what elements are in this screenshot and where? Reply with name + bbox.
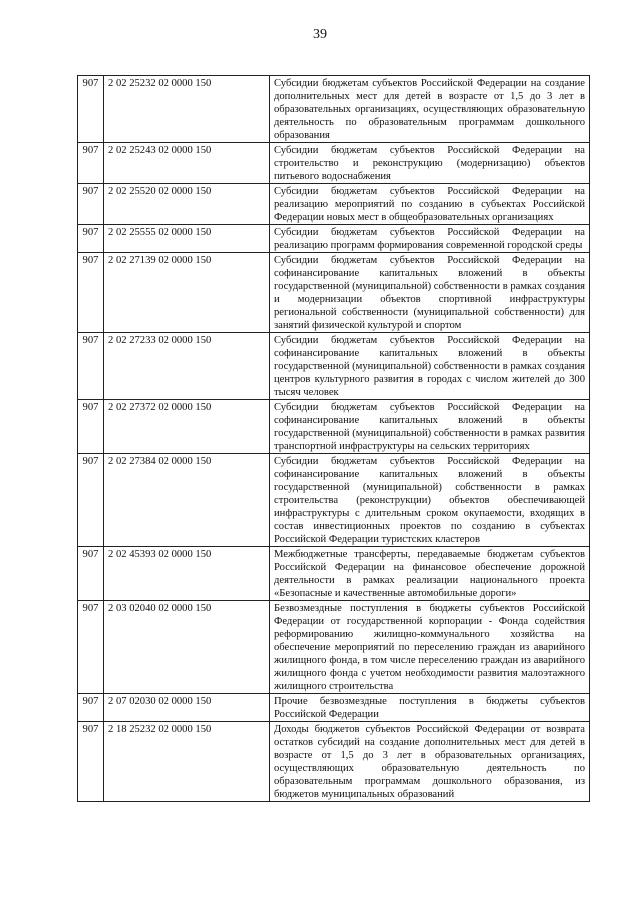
admin-code-cell: 907 <box>78 722 104 802</box>
revenue-code-cell: 2 18 25232 02 0000 150 <box>104 722 270 802</box>
revenue-code-cell: 2 02 27384 02 0000 150 <box>104 454 270 547</box>
admin-code-cell: 907 <box>78 333 104 400</box>
table-row <box>78 253 590 333</box>
budget-classification-table <box>77 75 590 802</box>
table-row <box>78 184 590 225</box>
admin-code-cell: 907 <box>78 601 104 694</box>
table-body <box>78 76 590 802</box>
revenue-code-cell: 2 02 25520 02 0000 150 <box>104 184 270 225</box>
table-row <box>78 722 590 802</box>
admin-code-cell: 907 <box>78 143 104 184</box>
revenue-name-cell: Субсидии бюджетам субъектов Российской Федерации на создание дополнительных мест для детей в возрасте от 1,5 до 3 лет в образовательных организациях, осуществляющих образовательную деятельность по образовательным программам дошкольного образования <box>270 76 590 143</box>
revenue-name-cell: Межбюджетные трансферты, передаваемые бюджетам субъектов Российской Федерации на финансовое обеспечение дорожной деятельности в рамках реализации национального проекта «Безопасные и качественные автомобильные дороги» <box>270 547 590 601</box>
admin-code-cell: 907 <box>78 454 104 547</box>
table-row <box>78 454 590 547</box>
revenue-code-cell: 2 02 27233 02 0000 150 <box>104 333 270 400</box>
revenue-name-cell: Безвозмездные поступления в бюджеты субъектов Российской Федерации от государственной корпорации - Фонда содействия реформированию жилищно-коммунального хозяйства на обеспечение мероприятий по переселению граждан из аварийного жилищного фонда, в том числе переселению граждан из аварийного жилищного фонда с учетом необходимости развития малоэтажного жилищного строительства <box>270 601 590 694</box>
revenue-name-cell: Прочие безвозмездные поступления в бюджеты субъектов Российской Федерации <box>270 694 590 722</box>
revenue-code-cell: 2 02 45393 02 0000 150 <box>104 547 270 601</box>
revenue-code-cell: 2 03 02040 02 0000 150 <box>104 601 270 694</box>
revenue-name-cell: Субсидии бюджетам субъектов Российской Федерации на софинансирование капитальных вложений в объекты государственной (муниципальной) собственности в рамках создания и модернизации объектов спортивной инфраструктуры региональной собственности (муниципальной собственности) для занятий физической культурой и спортом <box>270 253 590 333</box>
table-row <box>78 333 590 400</box>
revenue-code-cell: 2 02 27372 02 0000 150 <box>104 400 270 454</box>
revenue-name-cell: Субсидии бюджетам субъектов Российской Федерации на софинансирование капитальных вложений в объекты государственной (муниципальной) собственности в рамках строительства (реконструкции) объектов обеспечивающей инфраструктуры с длительным сроком окупаемости, входящих в состав инвестиционных проектов по созданию в субъектах Российской Федерации туристских кластеров <box>270 454 590 547</box>
admin-code-cell: 907 <box>78 253 104 333</box>
revenue-name-cell: Субсидии бюджетам субъектов Российской Федерации на реализацию мероприятий по созданию в субъектах Российской Федерации новых мест в общеобразовательных организациях <box>270 184 590 225</box>
revenue-name-cell: Субсидии бюджетам субъектов Российской Федерации на софинансирование капитальных вложений в объекты государственной (муниципальной) собственности в рамках развития транспортной инфраструктуры на сельских территориях <box>270 400 590 454</box>
revenue-name-cell: Субсидии бюджетам субъектов Российской Федерации на реализацию программ формирования современной городской среды <box>270 225 590 253</box>
revenue-code-cell: 2 02 27139 02 0000 150 <box>104 253 270 333</box>
table-row <box>78 143 590 184</box>
revenue-code-cell: 2 02 25555 02 0000 150 <box>104 225 270 253</box>
revenue-name-cell: Субсидии бюджетам субъектов Российской Федерации на софинансирование капитальных вложений в объекты государственной (муниципальной) собственности в рамках создания центров культурного развития в городах с числом жителей до 300 тысяч человек <box>270 333 590 400</box>
revenue-code-cell: 2 02 25243 02 0000 150 <box>104 143 270 184</box>
revenue-name-cell: Доходы бюджетов субъектов Российской Федерации от возврата остатков субсидий на создание дополнительных мест для детей в возрасте от 1,5 до 3 лет в образовательных организациях, осуществляющих образовательную деятельность по образовательным программам дошкольного образования, из бюджетов муниципальных образований <box>270 722 590 802</box>
admin-code-cell: 907 <box>78 694 104 722</box>
table-row <box>78 225 590 253</box>
table-row <box>78 694 590 722</box>
revenue-code-cell: 2 07 02030 02 0000 150 <box>104 694 270 722</box>
table-row <box>78 76 590 143</box>
page-number: 39 <box>313 27 327 42</box>
admin-code-cell: 907 <box>78 547 104 601</box>
table-row <box>78 400 590 454</box>
table-row <box>78 547 590 601</box>
admin-code-cell: 907 <box>78 184 104 225</box>
revenue-name-cell: Субсидии бюджетам субъектов Российской Федерации на строительство и реконструкцию (модернизацию) объектов питьевого водоснабжения <box>270 143 590 184</box>
admin-code-cell: 907 <box>78 76 104 143</box>
admin-code-cell: 907 <box>78 225 104 253</box>
table-row <box>78 601 590 694</box>
admin-code-cell: 907 <box>78 400 104 454</box>
revenue-code-cell: 2 02 25232 02 0000 150 <box>104 76 270 143</box>
